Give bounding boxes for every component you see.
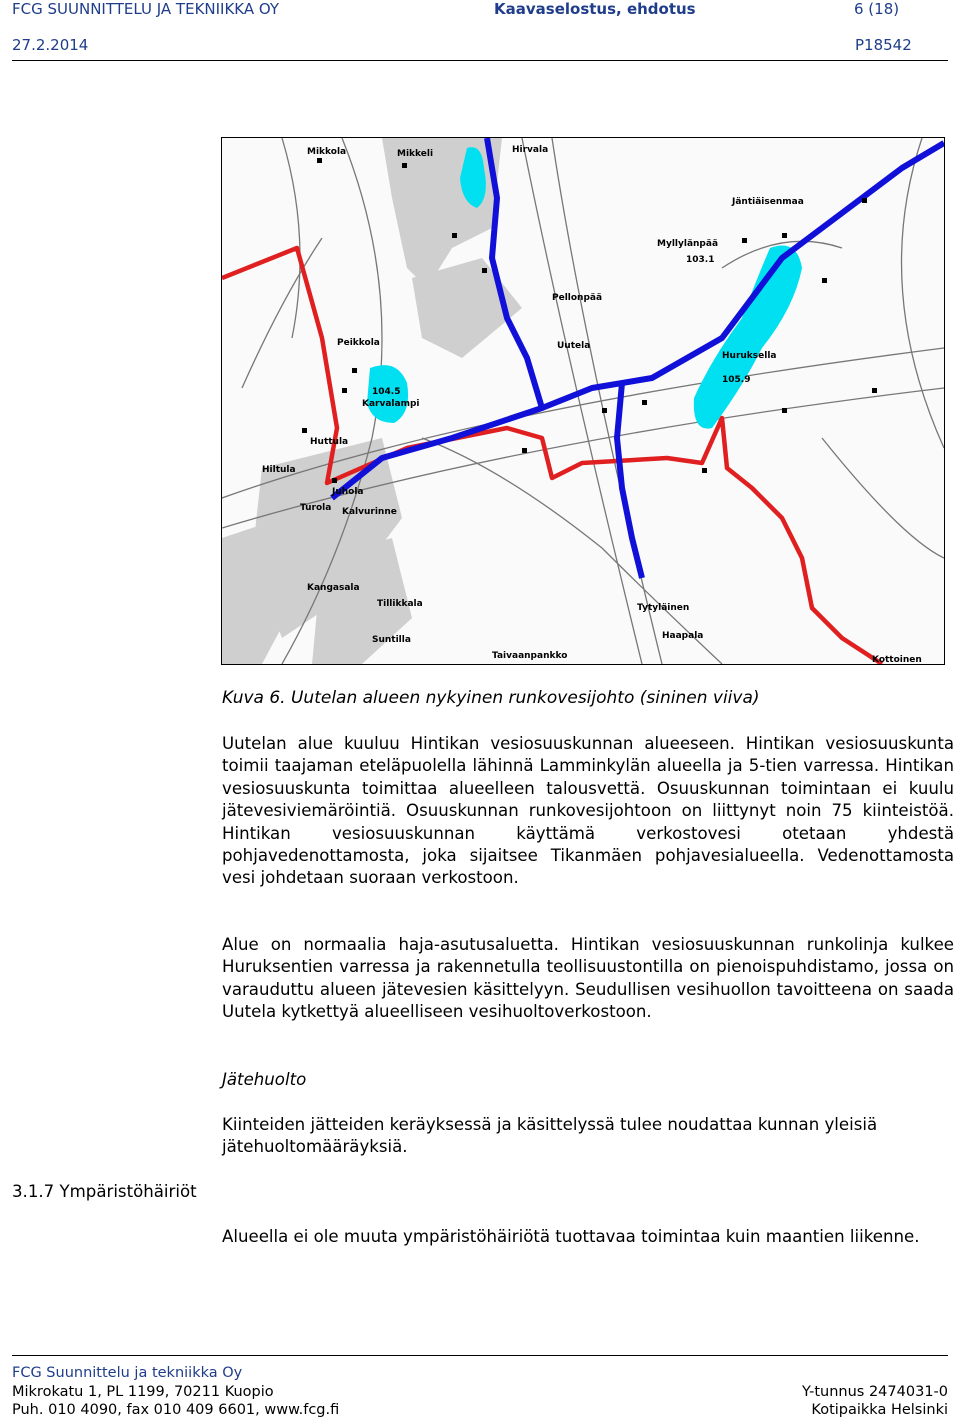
footer-company: FCG Suunnittelu ja tekniikka Oy bbox=[12, 1365, 243, 1381]
map-label: Huttula bbox=[310, 437, 349, 447]
map-lake-level: 104.5 bbox=[372, 387, 401, 397]
footer-contact: Puh. 010 4090, fax 010 409 6601, www.fcg.fi bbox=[12, 1402, 340, 1418]
map-label: Kangasala bbox=[307, 583, 360, 593]
section-heading-environmental-disturbances: 3.1.7 Ympäristöhäiriöt bbox=[12, 1182, 197, 1201]
header-doc-title: Kaavaselostus, ehdotus bbox=[494, 0, 696, 18]
map-lake-level: 105.9 bbox=[722, 375, 751, 385]
map-label: Huruksella bbox=[722, 351, 777, 361]
map-label: Peikkola bbox=[337, 338, 380, 348]
map-label: Uutela bbox=[557, 341, 591, 351]
header-company: FCG SUUNNITTELU JA TEKNIIKKA OY bbox=[12, 0, 280, 18]
map-graphic bbox=[222, 138, 944, 664]
map-label: Kottoinen bbox=[872, 655, 922, 664]
current-water-line-south bbox=[617, 383, 642, 578]
map-label: Turola bbox=[300, 503, 332, 513]
map-label: Tillikkala bbox=[377, 599, 423, 609]
footer-domicile: Kotipaikka Helsinki bbox=[811, 1402, 948, 1418]
figure-caption: Kuva 6. Uutelan alueen nykyinen runkovesijohto (sininen viiva) bbox=[222, 688, 760, 708]
map-label: Myllylänpää bbox=[657, 239, 719, 249]
map-label: Juhola bbox=[332, 487, 364, 497]
footer-address: Mikrokatu 1, PL 1199, 70211 Kuopio bbox=[12, 1384, 274, 1400]
paragraph-water-cooperative: Uutelan alue kuuluu Hintikan vesiosuuskunnan alueeseen. Hintikan vesiosuuskunta toimii taajaman eteläpuolella lähinnä Lamminkylän alueella ja 5-tien varressa. Hintikan vesiosuuskunta toimittaa alueelleen talousvettä. Osuuskunnan toimintaan ei kuulu jätevesiviemäröintiä. Osuuskunnan runkovesijohtoon on liittynyt noin 75 kiinteistöä. Hintikan vesiosuuskunnan käyttämä verkostovesi otetaan yhdestä pohjavedenottamosta, joka sijaitsee Tikanmäen pohjavesialueella. Vedenottamosta vesi johdetaan suoraan verkostoon. bbox=[222, 734, 954, 888]
map-label: Mikkola bbox=[307, 147, 347, 157]
map-label: Pellonpää bbox=[552, 293, 603, 303]
map-label: Taivaanpankko bbox=[492, 651, 568, 661]
footer-business-id: Y-tunnus 2474031-0 bbox=[801, 1384, 948, 1400]
map-label: Jäntiäisenmaa bbox=[732, 197, 804, 207]
paragraph-sparse-settlement: Alue on normaalia haja-asutusaluetta. Hintikan vesiosuuskunnan runkolinja kulkee Huruksentien varressa ja rakennetulla teollisuustontilla on pienoispuhdistamo, jossa on varauduttu alueen jätevesien käsittelyyn. Seudullisen vesihuollon tavoitteena on saada Uutela kytkettyä alueelliseen vesihuoltoverkostoon. bbox=[222, 935, 954, 1022]
map-label: Tytyläinen bbox=[637, 603, 690, 613]
map-label: Haapala bbox=[662, 631, 704, 641]
map-label: Kalvurinne bbox=[342, 507, 397, 517]
map-label: Suntilla bbox=[372, 635, 411, 645]
footer-rule bbox=[12, 1355, 948, 1356]
header-rule bbox=[12, 60, 948, 61]
map-label: Hiltula bbox=[262, 465, 296, 475]
map-label: Hirvala bbox=[512, 145, 549, 155]
map-label: Mikkeli bbox=[397, 149, 434, 159]
paragraph-waste-management: Kiinteiden jätteiden keräyksessä ja käsittelyssä tulee noudattaa kunnan yleisiä jätehuoltomääräyksiä. bbox=[222, 1115, 878, 1157]
subheading-waste-management: Jätehuolto bbox=[222, 1070, 307, 1089]
map-lake-level: 103.1 bbox=[686, 255, 715, 265]
header-project-code: P18542 bbox=[855, 36, 912, 54]
header-date: 27.2.2014 bbox=[12, 36, 89, 54]
paragraph-environmental-disturbances: Alueella ei ole muuta ympäristöhäiriötä tuottavaa toimintaa kuin maantien liikenne. bbox=[222, 1227, 920, 1246]
header-page-number: 6 (18) bbox=[854, 0, 900, 18]
map-label: Karvalampi bbox=[362, 399, 420, 409]
water-network-map bbox=[221, 137, 945, 665]
